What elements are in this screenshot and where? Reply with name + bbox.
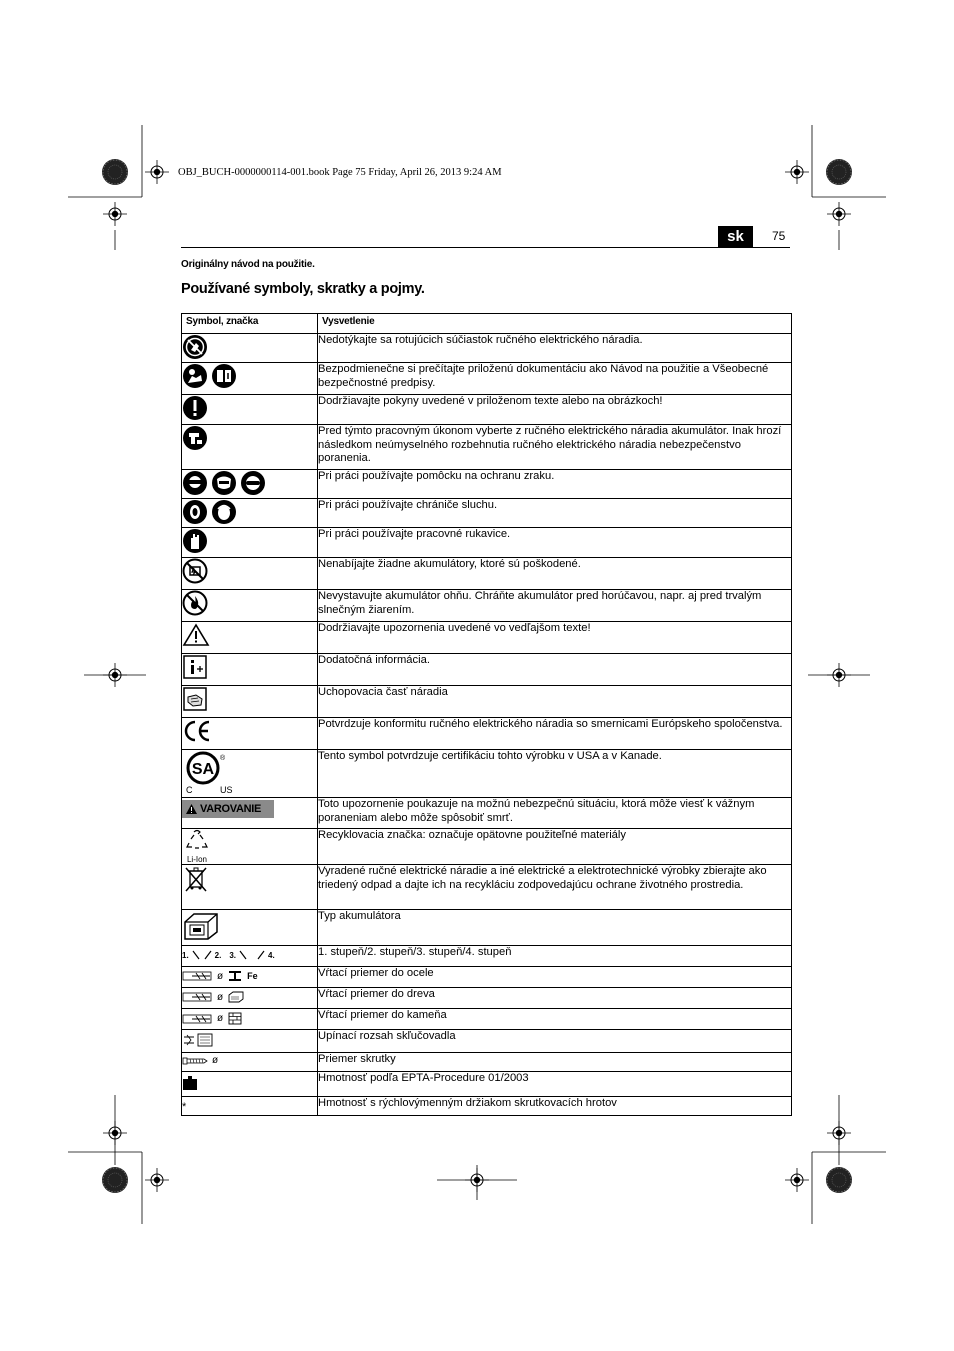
- row-text: Pri práci používajte pracovné rukavice.: [318, 528, 792, 558]
- row-text: Priemer skrutky: [318, 1053, 792, 1072]
- csa-us-label: US: [220, 785, 233, 795]
- row-text: Dodržiavajte pokyny uvedené v priloženom texte alebo na obrázkoch!: [318, 395, 792, 425]
- row-text: Nenabíjajte žiadne akumulátory, ktoré sú poškodené.: [318, 558, 792, 590]
- asterisk-icon: *: [182, 1101, 187, 1113]
- row-text: Dodatočná informácia.: [318, 654, 792, 686]
- varovanie-text: VAROVANIE: [200, 803, 262, 815]
- diameter-symbol: ø: [217, 970, 224, 982]
- row-text: Hmotnosť s rýchlovýmenným držiakom skrutkovacích hrotov: [318, 1097, 792, 1116]
- row-text: Vyradené ručné elektrické náradie a iné elektrické a elektrotechnické výrobky zbierajte ako triedený odpad a dajte ich na recykláciu zodpovedajúcu ochrane životného prostredia.: [318, 865, 792, 910]
- row-text: 1. stupeň/2. stupeň/3. stupeň/4. stupeň: [318, 946, 792, 967]
- row-text: Pri práci používajte chrániče sluchu.: [318, 499, 792, 528]
- fe-label: Fe: [247, 971, 258, 981]
- row-text: Dodržiavajte upozornenia uvedené vo vedľajšom texte!: [318, 622, 792, 654]
- row-text: Pri práci používajte pomôcku na ochranu zraku.: [318, 470, 792, 499]
- li-ion-label: Li-Ion: [186, 855, 207, 864]
- row-text: Vŕtací priemer do ocele: [318, 967, 792, 988]
- svg-text:SA: SA: [191, 761, 215, 778]
- column-header-symbol: Symbol, značka: [182, 314, 318, 334]
- diameter-symbol: ø: [217, 991, 224, 1003]
- row-text: Hmotnosť podľa EPTA-Procedure 01/2003: [318, 1072, 792, 1097]
- section-title: Používané symboly, skratky a pojmy.: [181, 281, 425, 297]
- row-text: Vŕtací priemer do kameňa: [318, 1009, 792, 1030]
- row-text: Upínací rozsah skľučovadla: [318, 1030, 792, 1053]
- book-info-line: OBJ_BUCH-0000000114-001.book Page 75 Friday, April 26, 2013 9:24 AM: [178, 167, 502, 178]
- row-text: Pred týmto pracovným úkonom vyberte z ručného elektrického náradia akumulátor. Inak hrozí následkom neúmyselného rozbehnutia ručného elektrického náradia nebezpečenstvo poranenia.: [318, 425, 792, 470]
- gear-2-label: 2.: [214, 950, 222, 960]
- row-text: Bezpodmienečne si prečítajte priloženú dokumentáciu ako Návod na použitie a Všeobecné bezpečnostné predpisy.: [318, 363, 792, 395]
- row-text: Tento symbol potvrdzuje certifikáciu tohto výrobku v USA a v Kanade.: [318, 750, 792, 798]
- language-badge: sk: [718, 226, 753, 247]
- row-text: Vŕtací priemer do dreva: [318, 988, 792, 1009]
- row-text: Recyklovacia značka: označuje opätovne použiteľné materiály: [318, 829, 792, 865]
- gear-4-label: 4.: [268, 950, 275, 960]
- row-text: Nedotýkajte sa rotujúcich súčiastok ručného elektrického náradia.: [318, 334, 792, 363]
- row-text: Uchopovacia časť náradia: [318, 686, 792, 718]
- csa-c-label: C: [186, 785, 193, 795]
- row-text: Nevystavujte akumulátor ohňu. Chráňte akumulátor pred horúčavou, napr. aj pred trvalým slnečným žiarením.: [318, 590, 792, 622]
- gear-1-label: 1.: [182, 950, 189, 960]
- diameter-symbol: ø: [217, 1013, 224, 1024]
- row-text: Typ akumulátora: [318, 910, 792, 946]
- document-subtitle: Originálny návod na použitie.: [181, 259, 315, 270]
- page-number: 75: [772, 229, 786, 243]
- row-text: Potvrdzuje konformitu ručného elektrického náradia so smernicami Európskeho spoločenstva.: [318, 718, 792, 750]
- csa-registered-mark: ®: [220, 755, 226, 762]
- row-text: Toto upozornenie poukazuje na možnú nebezpečnú situáciu, ktorá môže viesť k vážnym poraneniam alebo môže spôsobiť smrť.: [318, 798, 792, 829]
- gear-3-label: 3.: [229, 950, 237, 960]
- column-header-explanation: Vysvetlenie: [318, 314, 792, 334]
- diameter-symbol: ø: [212, 1055, 219, 1066]
